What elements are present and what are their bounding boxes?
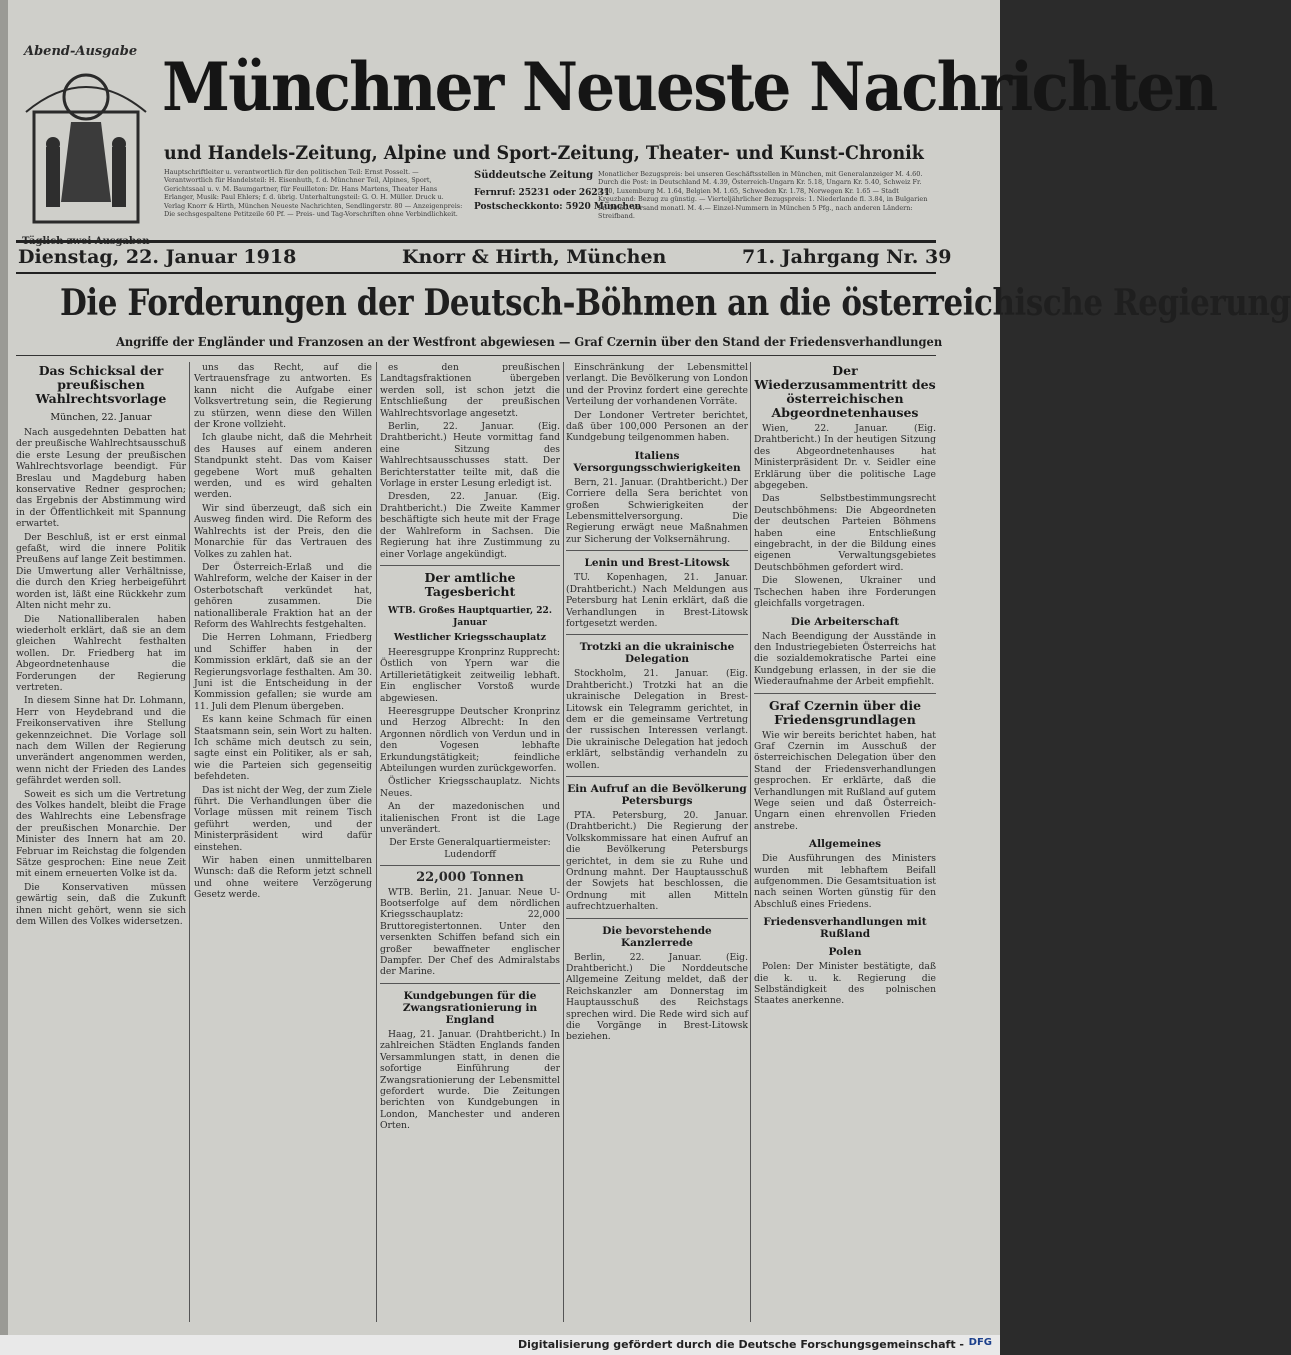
column-rule [376,362,377,1322]
paragraph: PTA. Petersburg, 20. Januar. (Drahtbericht.) Die Regierung der Volkskommissare hat einen Aufruf an die Bevölkerung Petersburgs gerichtet, in dem sie zu Ruhe und Ordnung mahnt. Der Hauptausschuß der Sowjets hat beschlossen, die Ordnung mit allen Mitteln aufrechtzuerhalten. [566,809,748,913]
divider [380,983,560,984]
paragraph: In diesem Sinne hat Dr. Lohmann, Herr von Heydebrand und die Freikonservativen ihre Stellung gekennzeichnet. Die Vorlage soll nach dem Willen der Regierung unverändert angenommen werden, wenn nicht der Frieden des Landes gefährdet werden soll. [16,695,186,787]
subscription-text: Monatlicher Bezugspreis: bei unseren Geschäftsstellen in München, mit Generalanzeiger M. 4.60. Durch die Post: in Deutschland M. 4.39, Österreich-Ungarn Kr. 5.18, Ungarn Kr. 5.40, Schweiz Fr. 5.90, Luxemburg M. 1.64, Belgien M. 1.65, Schweden Kr. 1.78, Norwegen Kr. 1.65 — Stadt Kreuzband: Bezug zu günstig. — Vierteljährlicher Bezugspreis: 1. Niederlande fl. 3.84, in Bulgarien Fr. 10.60. Versand monatl. M. 4.— Einzel-Nummern in München 5 Pfg., nach anderen Ländern: Streifband. [598,170,928,221]
paragraph: Das ist nicht der Weg, der zum Ziele führt. Die Verhandlungen über die Vorlage müssen mit reinem Tisch geführt werden, und der Ministerpräsident wird dafür einstehen. [194,784,372,853]
paragraph: Die Konservativen müssen gewärtig sein, daß die Zukunft ihnen nicht gehört, wenn sie sich dem Willen des Volkes widersetzen. [16,881,186,928]
article-heading: Ein Aufruf an die Bevölkerung Petersburgs [567,782,747,807]
paragraph: Der Beschluß, ist er erst einmal gefaßt, wird die innere Politik Preußens auf lange Zeit bestimmen. Die Umwertung aller Verhältnisse, die durch den Krieg herbeigeführt worden ist, läßt eine Rückkehr zum Alten nicht mehr zu. [16,531,186,612]
section-label: Allgemeines [808,838,882,851]
article-dateline: WTB. Großes Hauptquartier, 22. Januar [388,605,552,628]
paragraph: Es kann keine Schmach für einen Staatsmann sein, sein Wort zu halten. Ich schäme mich deutsch zu sein, sagte einst ein Politiker, als er sah, wie die Parteien sich gegenseitig befehdeten. [194,714,372,783]
main-headline: Die Forderungen der Deutsch-Böhmen an die österreichische Regierung [60,282,1291,324]
publisher: Knorr & Hirth, München [402,246,667,268]
paragraph: Die Ausführungen des Ministers wurden mit lebhaftem Beifall aufgenommen. Die Gesamtsituation ist nach seinen Worten günstig für den Abschluß eines Friedens. [754,853,936,910]
paragraph: Polen: Der Minister bestätigte, daß die k. u. k. Regierung die Selbständigkeit des polnischen Staates anerkenne. [754,961,936,1007]
paragraph: Die Slowenen, Ukrainer und Tschechen haben ihre Forderungen gleichfalls vorgetragen. [754,575,936,610]
paragraph: Das Selbstbestimmungsrecht Deutschböhmens: Die Abgeordneten der deutschen Parteien Böhmens haben eine Entschließung eingebracht, in der die Bildung eines eigenen Verwaltungsgebietes Deutschböhmen gefordert wird. [754,493,936,573]
divider [566,776,748,777]
divider [380,565,560,566]
paragraph: Dresden, 22. Januar. (Eig. Drahtbericht.) Die Zweite Kammer beschäftigte sich heute mit der Frage der Wahlreform in Sachsen. Die Regierung hat ihre Zustimmung zu einer Vorlage angekündigt. [380,491,560,560]
column-rule [563,362,564,1322]
paragraph: Nach Beendigung der Ausstände in den Industriegebieten Österreichs hat die sozialdemokratische Partei eine Kundgebung erlassen, in der sie die Wiederaufnahme der Arbeit empfiehlt. [754,630,936,688]
paragraph: Berlin, 22. Januar. (Eig. Drahtbericht.) Heute vormittag fand eine Sitzung des Wahlrechtsausschusses statt. Der Berichterstatter teilte mit, daß die Vorlage in erster Lesung erledigt ist. [380,421,560,490]
paragraph: Wien, 22. Januar. (Eig. Drahtbericht.) In der heutigen Sitzung des Abgeordnetenhauses hat Ministerpräsident Dr. v. Seidler eine Erklärung über die politische Lage abgegeben. [754,423,936,492]
paragraph: Der Londoner Vertreter berichtet, daß über 100,000 Personen an der Kundgebung teilgenommen haben. [566,409,748,444]
paragraph: es den preußischen Landtagsfraktionen übergeben werden soll, ist schon jetzt die Entschließung der preußischen Wahlrechtsvorlage angesetzt. [380,362,560,419]
paragraph: Stockholm, 21. Januar. (Eig. Drahtbericht.) Trotzki hat an die ukrainische Delegation in Brest-Litowsk ein Telegramm gerichtet, in dem er die gemeinsame Vertretung der russischen Interessen verlangt. Die ukrainische Delegation hat jedoch erklärt, selbständig verhandeln zu wollen. [566,668,748,771]
sueddeutsche-label: Süddeutsche Zeitung [474,170,594,181]
article-heading: Das Schicksal der preußischen Wahlrechtsvorlage [35,363,167,406]
paragraph: Einschränkung der Lebensmittel verlangt. Die Bevölkerung von London und der Provinz fordert eine gerechte Verteilung der vorhandenen Vorräte. [566,362,748,408]
divider [754,693,936,694]
newspaper-title: Münchner Neueste Nachrichten [162,48,1217,126]
footer-text: Digitalisierung gefördert durch die Deutsche Forschungsgemeinschaft - [517,1338,964,1351]
article-heading: Graf Czernin über die Friedensgrundlagen [768,697,922,727]
column-5 [754,362,936,1322]
postscheck-label: Postscheckkonto: 5920 München [474,202,642,212]
divider [16,240,936,243]
article-heading: Die bevorstehende Kanzlerrede [602,924,712,949]
munich-crest-icon [16,52,156,237]
article-heading: Der amtliche Tagesbericht [424,569,516,599]
column-1 [16,362,186,1322]
divider [566,550,748,551]
phone-label: Fernruf: 25231 oder 26231 [474,188,611,198]
divider [566,918,748,919]
article-heading: Kundgebungen für die Zwangsrationierung in England [402,989,538,1026]
column-rule [750,362,751,1322]
column-rule [189,362,190,1322]
section-label: Die Arbeiterschaft [790,615,900,628]
paragraph: Der Österreich-Erlaß und die Wahlreform, welche der Kaiser in der Osterbotschaft verkündet hat, gehören zusammen. Die nationalliberale Fraktion hat an der Reform des Wahlrechts festgehalten. [194,561,372,630]
section-label: Polen [828,946,862,959]
volume-number: 71. Jahrgang Nr. 39 [742,246,952,268]
divider [566,634,748,635]
paragraph: Wir haben einen unmittelbaren Wunsch: daß die Reform jetzt schnell und ohne weitere Verzögerung Gesetz werde. [194,855,372,901]
paragraph: Wir sind überzeugt, daß sich ein Ausweg finden wird. Die Reform des Wahlrechts ist der Preis, den die Monarchie für das Vertrauen des Volkes zu zahlen hat. [194,502,372,560]
section-label: Westlicher Kriegsschauplatz [393,631,547,643]
column-2 [194,362,372,1322]
paragraph: Die Nationalliberalen haben wiederholt erklärt, daß sie an dem gleichen Wahlrecht festhalten wollen. Dr. Friedberg hat im Abgeordnetenhause die Forderungen der Regierung vertreten. [16,613,186,693]
paragraph: WTB. Berlin, 21. Januar. Neue U-Bootserfolge auf dem nördlichen Kriegsschauplatz: 22,000 Bruttoregistertonnen. Unter den versenkten Schiffen befand sich ein großer bewaffneter englischer Dampfer. Der Chef des Admiralstabs der Marine. [380,886,560,978]
dfg-logo: DFG [968,1337,992,1348]
sub-headline: Angriffe der Engländer und Franzosen an der Westfront abgewiesen — Graf Czernin über den Stand der Friedensverhandlungen [116,334,943,349]
divider [16,272,936,274]
paragraph: Ich glaube nicht, daß die Mehrheit des Hauses auf einem anderen Standpunkt steht. Das vom Kaiser gegebene Wort muß gehalten werden, und es wird gehalten werden. [194,432,372,501]
paragraph: Soweit es sich um die Vertretung des Volkes handelt, bleibt die Frage des Wahlrechts eine Lebensfrage der preußischen Monarchie. Der Minister des Innern hat am 20. Februar im Reichstag die folgenden Sätze gesprochen: Eine neue Zeit mit einem erneuerten Volke ist da. [16,788,186,880]
paragraph: Berlin, 22. Januar. (Eig. Drahtbericht.) Die Norddeutsche Allgemeine Zeitung meldet, daß der Reichskanzler am Donnerstag im Hauptausschuß des Reichstags sprechen wird. Die Rede wird sich auf die Vorgänge in Brest-Litowsk beziehen. [566,951,748,1043]
article-heading: Lenin und Brest-Litowsk [584,557,730,570]
column-4 [566,362,748,1322]
paragraph: An der mazedonischen und italienischen Front ist die Lage unverändert. [380,801,560,835]
paragraph: Nach ausgedehnten Debatten hat der preußische Wahlrechtsausschuß die erste Lesung der preußischen Wahlrechtsvorlage beendigt. Für Breslau und Magdeburg haben konservative Redner gesprochen; das Ergebnis der Abstimmung wird in der Öffentlichkeit mit Spannung erwartet. [16,427,186,530]
paragraph: Bern, 21. Januar. (Drahtbericht.) Der Corriere della Sera berichtet von großen Schwierigkeiten der Lebensmittelversorgung. Die Regierung erwägt neue Maßnahmen zur Sicherung der Volksernährung. [566,476,748,545]
article-heading: Italiens Versorgungsschwierigkeiten [573,449,741,474]
article-dateline: München, 22. Januar [50,412,152,423]
paragraph: Haag, 21. Januar. (Drahtbericht.) In zahlreichen Städten Englands fanden Versammlungen statt, in denen die sofortige Einführung der Zwangsrationierung der Lebensmittel gefordert wurde. Die Zeitungen berichten von Kundgebungen in London, Manchester und anderen Orten. [380,1028,560,1132]
page-edge [0,0,8,1340]
column-3 [380,362,560,1322]
paragraph: Die Herren Lohmann, Friedberg und Schiffer haben in der Kommission erklärt, daß sie an der Regierungsvorlage festhalten. Am 30. Juni ist die Entscheidung in der Kommission gefallen; sie wurde am 11. Juli dem Plenum übergeben. [194,632,372,712]
article-heading: Der Wiederzusammentritt des österreichischen Abgeordnetenhauses [754,363,936,420]
divider [16,355,936,356]
article-heading: Trotzki an die ukrainische Delegation [579,641,735,666]
issue-date: Dienstag, 22. Januar 1918 [18,246,297,268]
newspaper-subtitle: und Handels-Zeitung, Alpine und Sport-Zeitung, Theater- und Kunst-Chronik [164,142,924,164]
paragraph: Östlicher Kriegsschauplatz. Nichts Neues. [380,776,560,799]
section-label: Friedensverhandlungen mit Rußland [763,916,927,941]
paragraph: uns das Recht, auf die Vertrauensfrage zu antworten. Es kann nicht die Aufgabe einer Volksvertretung sein, die Regierung zu stürzen, wenn diese den Willen der Krone vollzieht. [194,362,372,431]
paragraph: TU. Kopenhagen, 21. Januar. (Drahtbericht.) Nach Meldungen aus Petersburg hat Lenin erklärt, daß die Verhandlungen in Brest-Litowsk fortgesetzt werden. [566,572,748,629]
edition-label: Abend-Ausgabe [24,44,138,59]
paragraph: Wie wir bereits berichtet haben, hat Graf Czernin im Ausschuß der österreichischen Delegation über den Stand der Friedensverhandlungen gesprochen. Er erklärte, daß die Verhandlungen mit Rußland auf gutem Wege seien und daß Österreich-Ungarn einen ehrenvollen Frieden anstrebe. [754,729,936,832]
paragraph: Der Erste Generalquartiermeister: Ludendorff [389,837,551,860]
imprint-text: Hauptschriftleiter u. verantwortlich für den politischen Teil: Ernst Posselt. — Verantwortlich für Handelsteil: H. Eisenhuth, f. d. Münchner Teil, Alpines, Sport, Gerichtssaal u. v. M. Baumgartner, für Feuilleton: Dr. Hans Martens, Theater Hans Erlanger, Musik: Paul Ehlers; f. d. übrig. Unterhaltungsteil: G. O. H. Müller. Druck u. Verlag Knorr & Hirth, München Neueste Nachrichten, Sendlingerstr. 80 — Anzeigenpreis: Die sechsgespaltene Petitzeile 60 Pf. — Preis- und Tag-Vorschriften ohne Verbindlichkeit. [164,168,463,219]
article-heading: 22,000 Tonnen [416,870,524,886]
paragraph: Heeresgruppe Kronprinz Rupprecht: Östlich von Ypern war die Artillerietätigkeit zeitweilig lebhaft. Ein englischer Vorstoß wurde abgewiesen. [380,646,560,704]
divider [380,865,560,866]
paragraph: Heeresgruppe Deutscher Kronprinz und Herzog Albrecht: In den Argonnen nördlich von Verdun und in den Vogesen lebhafte Erkundungstätigkeit; feindliche Abteilungen wurden zurückgeworfen. [380,705,560,774]
